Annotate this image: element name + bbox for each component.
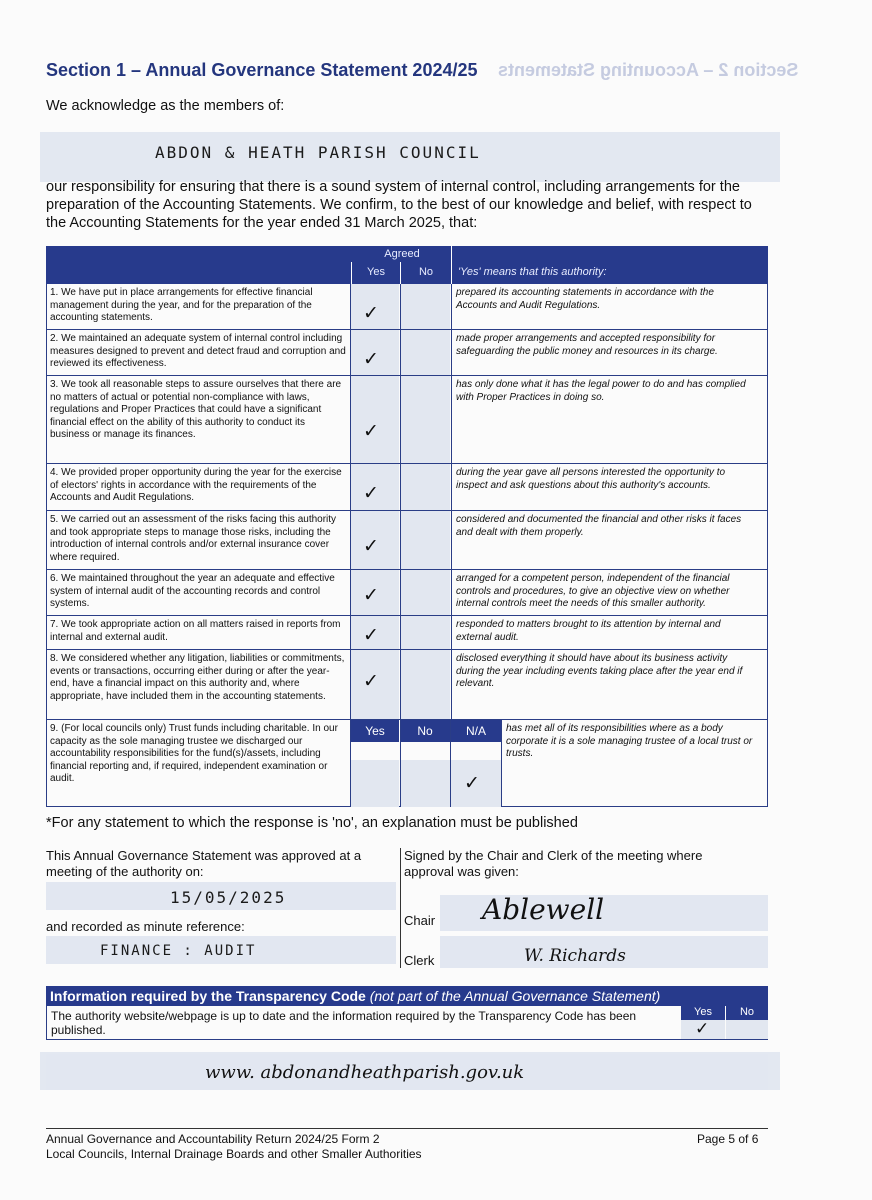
- tick-mark: ✓: [363, 585, 379, 606]
- tick-mark: ✓: [363, 671, 379, 692]
- statement-text: 7. We took appropriate action on all matters raised in reports from internal and external audit.: [50, 619, 341, 643]
- no-cell[interactable]: [400, 284, 450, 329]
- table-row: [46, 511, 768, 570]
- meaning-text: disclosed everything it should have about its business activity during the year including events taking place after the year end if relevant.: [456, 653, 743, 689]
- no-cell[interactable]: [400, 464, 450, 510]
- footer-line2: Local Councils, Internal Drainage Boards and other Smaller Authorities: [46, 1147, 422, 1161]
- footnote: *For any statement to which the response is 'no', an explanation must be published: [46, 815, 578, 831]
- transparency-header: [46, 986, 768, 1006]
- table-row: [46, 330, 768, 376]
- transparency-tick: ✓: [695, 1019, 710, 1038]
- row9-tick-mark: ✓: [464, 773, 480, 794]
- table-row-9: [46, 720, 768, 807]
- no-cell[interactable]: [400, 650, 450, 719]
- no-column-header: No: [418, 266, 434, 278]
- table-row: [46, 616, 768, 650]
- meaning-text: responded to matters brought to its attention by internal and external audit.: [456, 619, 721, 643]
- transparency-statement: The authority website/webpage is up to date and the information required by the Transparency Code has been published.: [51, 1009, 637, 1037]
- meeting-date[interactable]: 15/05/2025: [170, 888, 287, 907]
- table-row: [46, 376, 768, 464]
- statement-text: 4. We provided proper opportunity during the year for the exercise of electors' rights in accordance with the requirements of the Accounts and Audit Regulations.: [50, 467, 342, 503]
- approved-text: This Annual Governance Statement was approved at a meeting of the authority on:: [46, 848, 362, 879]
- minute-reference[interactable]: FINANCE : AUDIT: [100, 943, 257, 959]
- statement-text: 1. We have put in place arrangements for effective financial management during the year, and for the preparation of the accounting statements.: [50, 287, 313, 323]
- row9-yes-cell[interactable]: [351, 760, 399, 807]
- clerk-label: Clerk: [404, 953, 435, 968]
- transparency-no-cell[interactable]: [726, 1020, 768, 1039]
- page-number: Page 5 of 6: [697, 1132, 759, 1146]
- tick-mark: ✓: [363, 421, 379, 442]
- meaning-text: has only done what it has the legal power to do and has complied with Proper Practices in doing so.: [456, 379, 746, 403]
- table-row: [46, 570, 768, 616]
- page-title: Section 1 – Annual Governance Statement 2024/25: [46, 60, 478, 80]
- responsibility-text: our responsibility for ensuring that there is a sound system of internal control, including arrangements for the preparation of the Accounting Statements. We confirm, to the best of our knowledge and belief, with respect to the Accounting Statements for the year ended 31 March 2025, that:: [46, 179, 752, 231]
- transparency-title: Information required by the Transparency Code: [50, 988, 366, 1004]
- chair-signature[interactable]: Ablewell: [482, 893, 605, 926]
- footer-line1: Annual Governance and Accountability Return 2024/25 Form 2: [46, 1132, 380, 1146]
- footer-rule: [46, 1128, 768, 1129]
- no-cell[interactable]: [400, 616, 450, 649]
- statement-text: 5. We carried out an assessment of the risks facing this authority and took appropriate steps to manage those risks, including the introduction of internal controls and/or external insurance cover where required.: [50, 514, 337, 563]
- statement-text: 9. (For local councils only) Trust funds including charitable. In our capacity as the sole managing trustee we discharged our accountability responsibilities for the fund(s)/assets, including financial reporting and, if required, independent examination or audit.: [50, 723, 338, 784]
- meaning-text: arranged for a competent person, independent of the financial controls and procedures, to give an objective view on whether internal controls meet the needs of this smaller authority.: [456, 573, 730, 609]
- table-row: [46, 650, 768, 720]
- transparency-note: (not part of the Annual Governance Statement): [369, 988, 661, 1004]
- acknowledge-text: We acknowledge as the members of:: [46, 98, 285, 114]
- table-row: [46, 284, 768, 330]
- no-cell[interactable]: [400, 330, 450, 375]
- no-cell[interactable]: [400, 570, 450, 615]
- transparency-no-header: No: [726, 1006, 768, 1020]
- statement-text: 6. We maintained throughout the year an adequate and effective system of internal audit of the accounting records and control systems.: [50, 573, 335, 609]
- meaning-text: during the year gave all persons interested the opportunity to inspect and ask questions about this authority's accounts.: [456, 467, 726, 491]
- row9-no-label: No: [417, 724, 433, 738]
- tick-mark: ✓: [363, 483, 379, 504]
- table-row: [46, 464, 768, 511]
- yes-means-header: 'Yes' means that this authority:: [458, 266, 607, 278]
- statement-text: 8. We considered whether any litigation, liabilities or commitments, events or transactions, occurring either during or after the year-end, have a financial impact on this authority and, where appropriate, have included them in the accounting statements.: [50, 653, 345, 702]
- statement-text: 3. We took all reasonable steps to assure ourselves that there are no matters of actual or potential non-compliance with laws, regulations and Proper Practices that could have a significant financial effect on the ability of this authority to conduct its business or manage its finances.: [50, 379, 342, 440]
- no-cell[interactable]: [400, 511, 450, 569]
- website-address[interactable]: www. abdonandheathparish.gov.uk: [205, 1062, 525, 1083]
- tick-mark: ✓: [363, 536, 379, 557]
- meaning-text: prepared its accounting statements in accordance with the Accounts and Audit Regulations.: [456, 287, 714, 311]
- clerk-signature[interactable]: W. Richards: [524, 946, 626, 966]
- meaning-text: considered and documented the financial and other risks it faces and dealt with them properly.: [456, 514, 742, 538]
- agreed-label: Agreed: [384, 248, 420, 260]
- tick-mark: ✓: [363, 625, 379, 646]
- meaning-text: made proper arrangements and accepted responsibility for safeguarding the public money and resources in its charge.: [456, 333, 718, 357]
- council-name: ABDON & HEATH PARISH COUNCIL: [155, 143, 481, 162]
- no-cell[interactable]: [400, 376, 450, 463]
- minute-text: and recorded as minute reference:: [46, 919, 245, 934]
- statement-text: 2. We maintained an adequate system of internal control including measures designed to prevent and detect fraud and corruption and reviewed its effectiveness.: [50, 333, 346, 369]
- row9-na-label: N/A: [465, 724, 486, 738]
- transparency-yes-header: Yes: [681, 1006, 725, 1020]
- tick-mark: ✓: [363, 349, 379, 370]
- signed-text: Signed by the Chair and Clerk of the meeting where approval was given:: [404, 848, 703, 879]
- row9-meaning-text: has met all of its responsibilities where as a body corporate it is a sole managing trustee of a local trust or trusts.: [506, 723, 753, 759]
- chair-label: Chair: [404, 913, 436, 928]
- yes-column-header: Yes: [367, 266, 385, 278]
- row9-no-cell[interactable]: [400, 760, 450, 807]
- show-through-title: Section 2 – Accounting Statements: [498, 60, 799, 80]
- row9-yes-label: Yes: [365, 724, 385, 738]
- transparency-row: [46, 1006, 768, 1040]
- tick-mark: ✓: [363, 303, 379, 324]
